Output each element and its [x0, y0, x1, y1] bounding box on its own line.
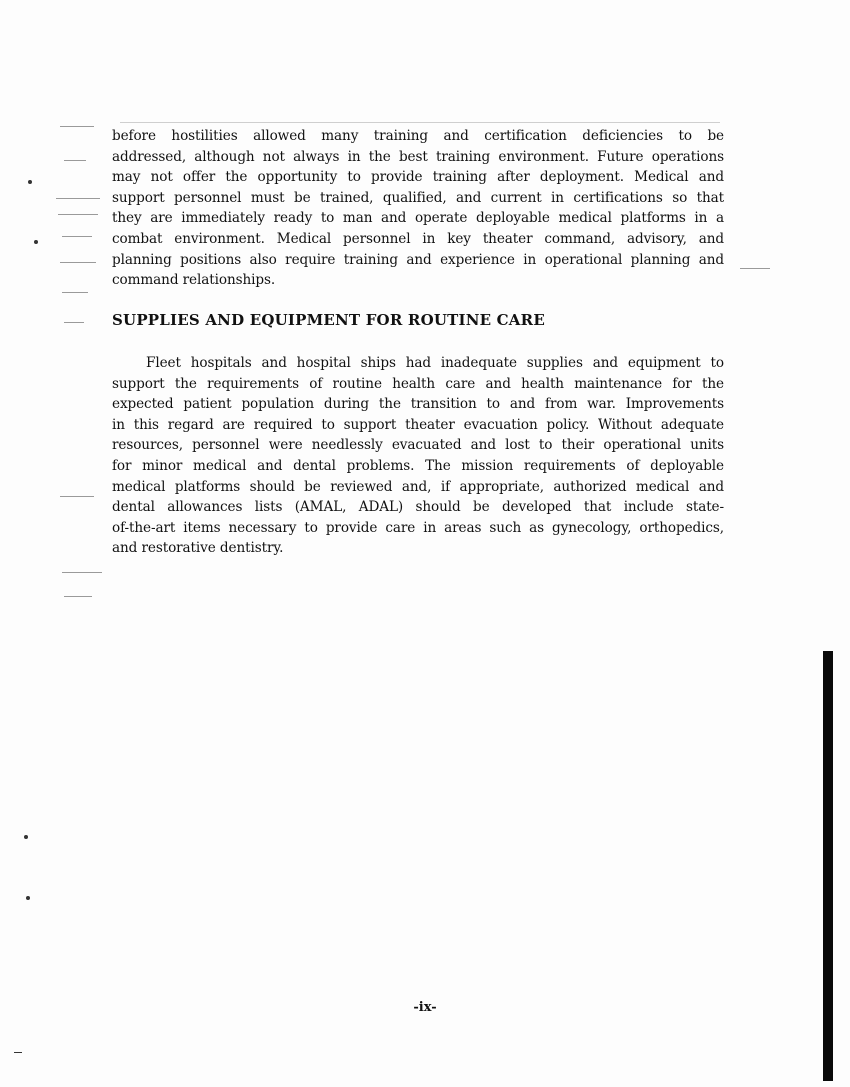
scan-noise-mark	[60, 496, 94, 497]
scan-dot	[26, 896, 30, 900]
scan-noise-mark	[58, 214, 98, 215]
paragraph-supplies	[112, 353, 724, 559]
scan-dot	[24, 835, 28, 839]
scan-noise-mark	[14, 1052, 22, 1053]
paragraph-line: planning positions also require training and experience in operational planning and	[112, 251, 724, 268]
page-number: -ix-	[413, 1000, 437, 1015]
paragraph-line: support the requirements of routine health care and health maintenance for the	[112, 375, 724, 392]
scan-noise-mark	[60, 126, 94, 127]
paragraph-training	[112, 126, 724, 291]
scan-edge-bar	[823, 651, 833, 1081]
paragraph-line: addressed, although not always in the best training environment. Future operations	[112, 148, 724, 165]
paragraph-line: support personnel must be trained, qualified, and current in certifications so that	[112, 189, 724, 206]
paragraph-line: before hostilities allowed many training and certification deficiencies to be	[112, 128, 724, 144]
section-heading: SUPPLIES AND EQUIPMENT FOR ROUTINE CARE	[112, 311, 545, 329]
paragraph-line: dental allowances lists (AMAL, ADAL) should be developed that include state-	[112, 499, 724, 516]
scan-dot	[34, 240, 38, 244]
scan-noise-mark	[64, 160, 86, 161]
paragraph-line: medical platforms should be reviewed and, if appropriate, authorized medical and	[112, 478, 724, 495]
paragraph-line: command relationships.	[112, 272, 276, 289]
scan-dot	[28, 180, 32, 184]
paragraph-line: and restorative dentistry.	[112, 540, 284, 557]
scan-noise-mark	[62, 292, 88, 293]
scan-noise-mark	[62, 572, 102, 573]
paragraph-line: for minor medical and dental problems. The mission requirements of deployable	[112, 457, 724, 474]
paragraph-line: Fleet hospitals and hospital ships had inadequate supplies and equipment to	[146, 355, 724, 371]
paragraph-line: expected patient population during the transition to and from war. Improvements	[112, 396, 724, 413]
paragraph-line: they are immediately ready to man and operate deployable medical platforms in a	[112, 210, 724, 227]
paragraph-line: of-the-art items necessary to provide care in areas such as gynecology, orthopedics,	[112, 519, 724, 536]
scan-noise-mark	[60, 262, 96, 263]
scan-noise-mark	[64, 322, 84, 323]
scan-noise-mark	[64, 596, 92, 597]
scan-noise-mark	[120, 122, 720, 123]
scan-noise-mark	[56, 198, 100, 199]
scan-noise-mark	[740, 268, 770, 269]
paragraph-line: in this regard are required to support theater evacuation policy. Without adequate	[112, 416, 724, 433]
paragraph-line: resources, personnel were needlessly evacuated and lost to their operational units	[112, 437, 724, 454]
paragraph-line: combat environment. Medical personnel in key theater command, advisory, and	[112, 230, 724, 247]
paragraph-line: may not offer the opportunity to provide training after deployment. Medical and	[112, 169, 724, 186]
scan-noise-mark	[62, 236, 92, 237]
